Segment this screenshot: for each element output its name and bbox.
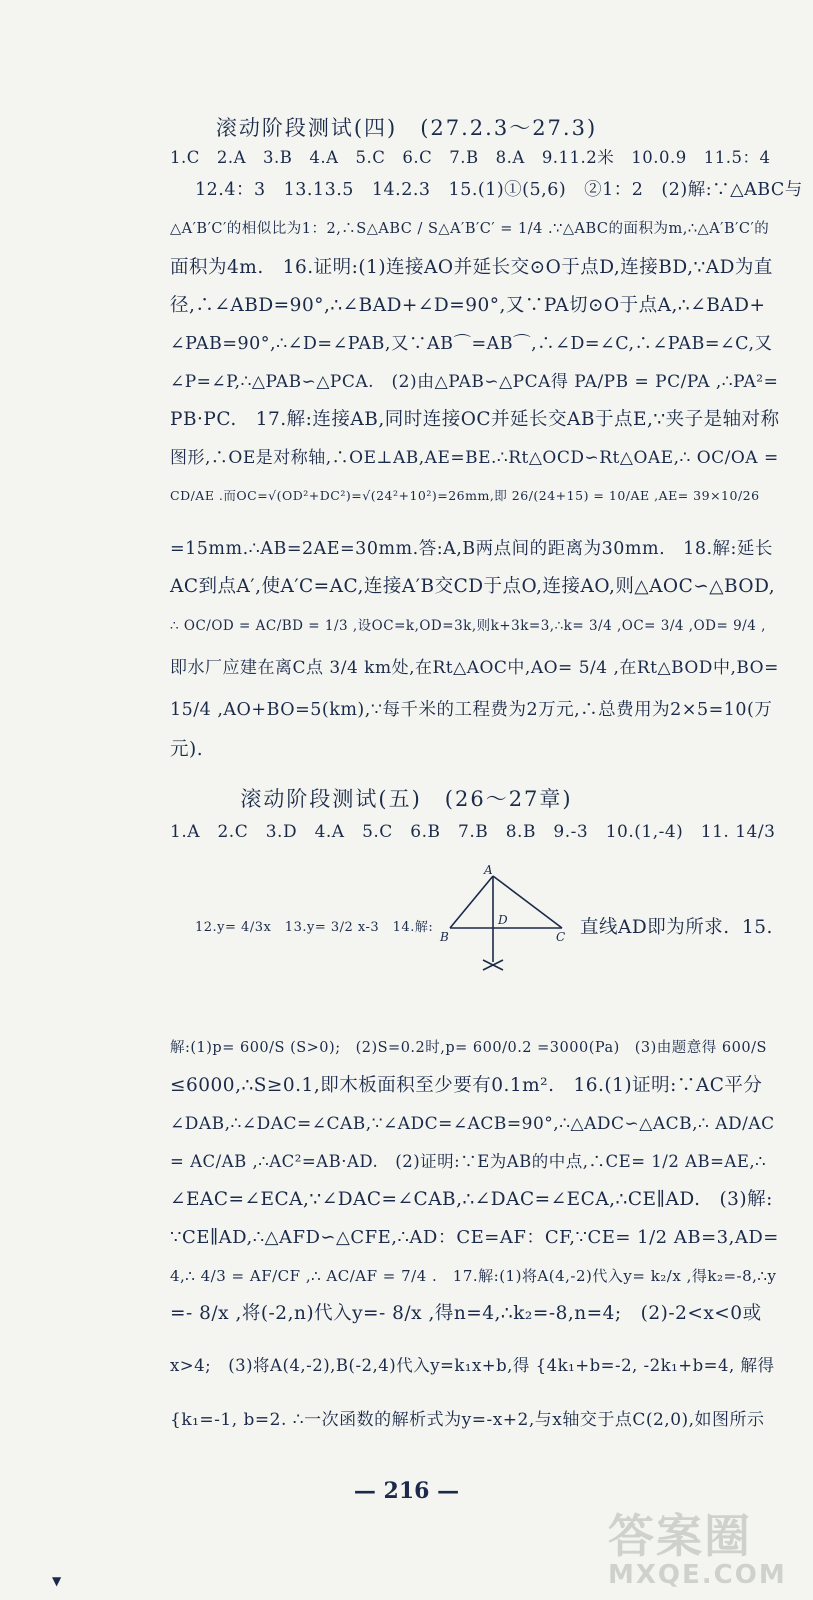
section-4-line: △A′B′C′的相似比为1：2,∴S△ABC / S△A′B′C′ = 1/4 .∵△ABC的面积为m,∴△A′B′C′的 bbox=[170, 221, 770, 237]
down-arrow-icon: ▼ bbox=[52, 1574, 62, 1588]
section-4-line: ∴ OC/OD = AC/BD = 1/3 ,设OC=k,OD=3k,则k+3k=3,∴k= 3/4 ,OC= 3/4 ,OD= 9/4 , bbox=[170, 618, 766, 634]
section-5-line: x>4; (3)将A(4,-2),B(-2,4)代入y=k₁x+b,得 {4k₁+b=-2, -2k₁+b=4, 解得 bbox=[170, 1356, 775, 1375]
section-5-heading: 滚动阶段测试(五) (26～27章) bbox=[240, 787, 573, 811]
page-number: — 216 — bbox=[353, 1478, 460, 1504]
label-c: C bbox=[556, 930, 566, 944]
section-5-line: ∠DAB,∴∠DAC=∠CAB,∵∠ADC=∠ACB=90°,∴△ADC∽△ACB,∴ AD/AC bbox=[170, 1114, 775, 1134]
section-5-line: ∠EAC=∠ECA,∵∠DAC=∠CAB,∴∠DAC=∠ECA,∴CE∥AD. (3)解: bbox=[170, 1189, 773, 1210]
triangle-diagram bbox=[438, 862, 578, 974]
section-5-line: 1.A 2.C 3.D 4.A 5.C 6.B 7.B 8.B 9.-3 10.(1,-4) 11. 14/3 bbox=[170, 822, 776, 842]
section-4-line: 即水厂应建在离C点 3/4 km处,在Rt△AOC中,AO= 5/4 ,在Rt△BOD中,BO= bbox=[170, 658, 779, 678]
section-4-line: 径,∴∠ABD=90°,∴∠BAD+∠D=90°,又∵PA切⊙O于点A,∴∠BAD+ bbox=[170, 295, 766, 316]
section-4-line: 1.C 2.A 3.B 4.A 5.C 6.C 7.B 8.A 9.11.2米 10.0.9 11.5：4 bbox=[170, 148, 771, 167]
section-5-line: 12.y= 4/3x 13.y= 3/2 x-3 14.解: bbox=[195, 920, 434, 935]
label-a: A bbox=[484, 863, 493, 877]
section-5-line: {k₁=-1, b=2. ∴一次函数的解析式为y=-x+2,与x轴交于点C(2,0),如图所示 bbox=[170, 1410, 765, 1430]
label-d: D bbox=[498, 913, 508, 927]
section-5-line: = AC/AB ,∴AC²=AB·AD. (2)证明:∵E为AB的中点,∴CE= 1/2 AB=AE,∴ bbox=[170, 1152, 767, 1171]
section-4-line: ∠P=∠P,∴△PAB∽△PCA. (2)由△PAB∽△PCA得 PA/PB = PC/PA ,∴PA²= bbox=[170, 372, 779, 392]
section-5-line: =- 8/x ,将(-2,n)代入y=- 8/x ,得n=4,∴k₂=-8,n=4; (2)-2<x<0或 bbox=[170, 1303, 762, 1324]
section-5-line: ∵CE∥AD,∴△AFD∽△CFE,∴AD：CE=AF：CF,∵CE= 1/2 AB=3,AD= bbox=[170, 1227, 779, 1248]
question-15-label: 15. bbox=[742, 917, 773, 938]
section-4-line: PB·PC. 17.解:连接AB,同时连接OC并延长交AB于点E,∵夹子是轴对称 bbox=[170, 409, 780, 430]
section-4-line: AC到点A′,使A′C=AC,连接A′B交CD于点O,连接AO,则△AOC∽△BOD, bbox=[170, 576, 776, 597]
section-4-line: 面积为4m. 16.证明:(1)连接AO并延长交⊙O于点D,连接BD,∵AD为直 bbox=[170, 257, 773, 278]
section-4-heading: 滚动阶段测试(四) (27.2.3～27.3) bbox=[215, 116, 598, 140]
section-4-line: ∠PAB=90°,∴∠D=∠PAB,又∵AB⌒=AB⌒,∴∠D=∠C,∴∠PAB=∠C,又 bbox=[170, 334, 773, 354]
section-5-line: 解:(1)p= 600/S (S>0); (2)S=0.2时,p= 600/0.2 =3000(Pa) (3)由题意得 600/S bbox=[170, 1040, 767, 1056]
diagram-caption: 直线AD即为所求. bbox=[580, 917, 730, 938]
section-4-line: =15mm.∴AB=2AE=30mm.答:A,B两点间的距离为30mm. 18.解:延长 bbox=[170, 539, 773, 559]
watermark-bottom: MXQE.COM bbox=[608, 1560, 787, 1590]
section-4-line: CD/AE .而OC=√(OD²+DC²)=√(24²+10²)=26mm,即 26/(24+15) = 10/AE ,AE= 39×10/26 bbox=[170, 488, 760, 503]
segment-ab bbox=[450, 876, 493, 928]
watermark-top: 答案圈 bbox=[608, 1509, 752, 1563]
watermark-logo bbox=[608, 1500, 808, 1595]
section-5-line: 4,∴ 4/3 = AF/CF ,∴ AC/AF = 7/4 . 17.解:(1)将A(4,-2)代入y= k₂/x ,得k₂=-8,∴y bbox=[170, 1267, 777, 1285]
section-4-line: 12.4：3 13.13.5 14.2.3 15.(1)①(5,6) ②1：2 (2)解:∵△ABC与 bbox=[195, 180, 803, 200]
section-4-line: 15/4 ,AO+BO=5(km),∵每千米的工程费为2万元,∴总费用为2×5=10(万 bbox=[170, 700, 773, 720]
section-4-line: 图形,∴OE是对称轴,∴OE⊥AB,AE=BE.∴Rt△OCD∽Rt△OAE,∴ OC/OA = bbox=[170, 448, 779, 468]
section-4-line: 元). bbox=[170, 739, 204, 760]
section-5-line: ≤6000,∴S≥0.1,即木板面积至少要有0.1m². 16.(1)证明:∵AC平分 bbox=[170, 1075, 763, 1096]
label-b: B bbox=[440, 930, 449, 944]
